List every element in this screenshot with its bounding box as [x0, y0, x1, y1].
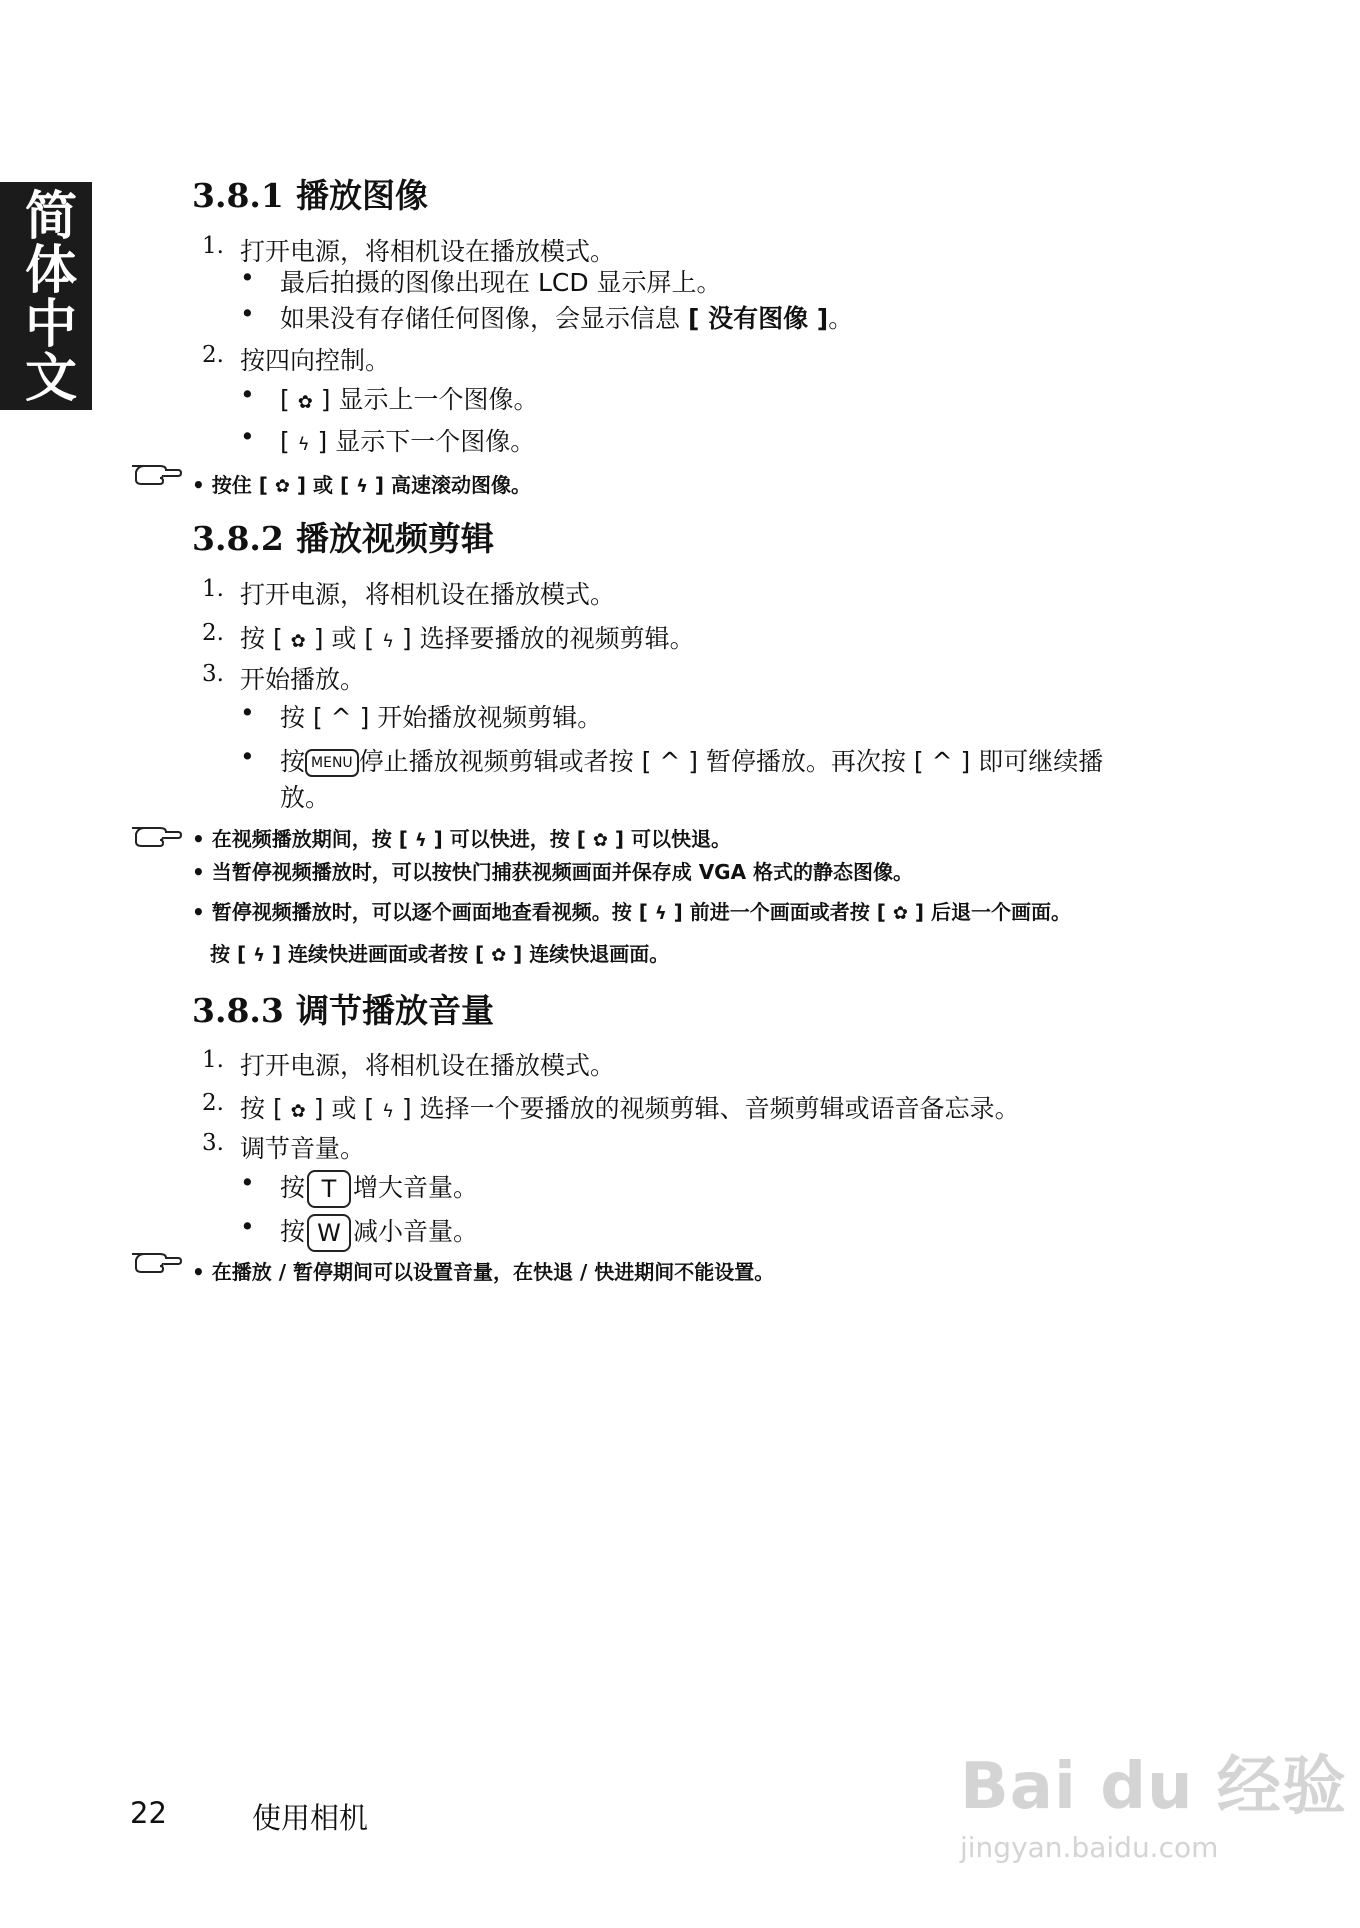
- bullet-text: 按: [280, 1217, 306, 1246]
- bullet-text: 停止播放视频剪辑或者按 [: [358, 747, 652, 776]
- step-text: ] 或 [: [313, 1094, 375, 1123]
- step-text: 按 [: [240, 1094, 283, 1123]
- section-title: 播放视频剪辑: [296, 519, 494, 558]
- language-side-tab: 简体中文: [0, 182, 92, 410]
- bullet-text: 如果没有存储任何图像，会显示信息: [280, 304, 688, 333]
- step-number: 2.: [202, 620, 224, 646]
- note-text: ] 或 [: [296, 473, 350, 497]
- flash-icon: ϟ: [253, 945, 265, 966]
- section-number: 3.8.1: [192, 176, 284, 215]
- step-number: 3.: [202, 661, 224, 687]
- note: [192, 469, 531, 498]
- macro-icon: ✿: [290, 1101, 306, 1122]
- note-text: ] 连续快退画面。: [513, 942, 670, 966]
- flash-icon: ϟ: [382, 631, 394, 652]
- zoom-wide-button-icon: W: [307, 1214, 351, 1252]
- step-text: 按四向控制。: [240, 346, 391, 375]
- macro-icon: ✿: [892, 903, 908, 924]
- flash-icon: ϟ: [297, 434, 310, 455]
- step-number: 1.: [202, 1047, 224, 1073]
- step-text: 开始播放。: [240, 665, 366, 694]
- bullet-text: 按: [280, 747, 306, 776]
- menu-button-icon: MENU: [305, 749, 359, 777]
- note-continuation: [210, 938, 669, 967]
- watermark-logo: Bai du 经验: [960, 1750, 1347, 1824]
- section-title: 播放图像: [296, 176, 428, 215]
- bullet-text: ] 显示上一个图像。: [320, 385, 539, 414]
- up-arrow-icon: ^: [330, 703, 352, 732]
- flash-icon: ϟ: [654, 903, 667, 924]
- bullet-text: ] 显示下一个图像。: [317, 427, 536, 456]
- note-text: • 按住 [: [192, 473, 268, 497]
- step-number: 2.: [202, 1090, 224, 1116]
- step-text: 打开电源，将相机设在播放模式。: [240, 580, 616, 609]
- flash-icon: ϟ: [382, 1101, 394, 1122]
- flash-icon: ϟ: [414, 830, 427, 851]
- note: [192, 823, 731, 852]
- note-text: ] 可以快退。: [614, 827, 732, 851]
- punctuation: 。: [828, 304, 854, 333]
- step-number: 3.: [202, 1130, 224, 1156]
- bullet-text: ] 暂停播放。再次按 [: [688, 747, 924, 776]
- pointing-hand-icon: [130, 822, 182, 850]
- flash-icon: ϟ: [356, 476, 368, 497]
- section-number: 3.8.3: [192, 991, 284, 1030]
- step-text: 打开电源，将相机设在播放模式。: [240, 1051, 616, 1080]
- note-text: ] 后退一个画面。: [914, 900, 1072, 924]
- step-number: 1.: [202, 576, 224, 602]
- note-text: ] 高速滚动图像。: [374, 473, 532, 497]
- note: • 当暂停视频播放时，可以按快门捕获视频画面并保存成 VGA 格式的静态图像。: [192, 860, 914, 884]
- up-arrow-icon: ^: [659, 747, 681, 776]
- section-heading-3-8-3: [192, 985, 494, 1032]
- pointing-hand-icon: [130, 1248, 182, 1276]
- section-title: 调节播放音量: [296, 991, 494, 1030]
- step-number: 2.: [202, 342, 224, 368]
- bullet-continuation: 放。: [280, 783, 331, 812]
- step-number: 1.: [202, 233, 224, 259]
- macro-icon: ✿: [297, 392, 313, 413]
- note-text: • 暂停视频播放时，可以逐个画面地查看视频。按 [: [192, 900, 648, 924]
- macro-icon: ✿: [491, 945, 507, 966]
- macro-icon: ✿: [290, 631, 306, 652]
- step-text: 打开电源，将相机设在播放模式。: [240, 237, 616, 266]
- section-heading-3-8-2: [192, 513, 494, 560]
- note-text: 按 [: [210, 942, 247, 966]
- step-text: ] 选择一个要播放的视频剪辑、音频剪辑或语音备忘录。: [401, 1094, 1020, 1123]
- note-text: • 在视频播放期间，按 [: [192, 827, 408, 851]
- note-text: ] 前进一个画面或者按 [: [673, 900, 886, 924]
- step-text: ] 选择要播放的视频剪辑。: [401, 624, 695, 653]
- watermark: [960, 1735, 1347, 1864]
- zoom-tele-button-icon: T: [307, 1170, 351, 1208]
- note: • 在播放 / 暂停期间可以设置音量，在快退 / 快进期间不能设置。: [192, 1260, 775, 1284]
- bullet-text: 按 [: [280, 703, 323, 732]
- section-heading-3-8-1: [192, 170, 428, 217]
- note-text: ] 可以快进，按 [: [433, 827, 586, 851]
- step-text: ] 或 [: [313, 624, 375, 653]
- note: [192, 896, 1071, 925]
- chapter-title: 使用相机: [252, 1801, 369, 1835]
- macro-icon: ✿: [592, 830, 608, 851]
- up-arrow-icon: ^: [931, 747, 953, 776]
- bullet-text: 最后拍摄的图像出现在 LCD 显示屏上。: [280, 268, 722, 297]
- watermark-url: jingyan.baidu.com: [960, 1831, 1219, 1864]
- step-text: 调节音量。: [240, 1134, 366, 1163]
- pointing-hand-icon: [130, 460, 182, 488]
- note-text: ] 连续快进画面或者按 [: [271, 942, 485, 966]
- message-label: [ 没有图像 ]: [687, 304, 829, 333]
- bullet-text: ] 即可继续播: [960, 747, 1104, 776]
- bullet-text: ] 开始播放视频剪辑。: [359, 703, 603, 732]
- page-number: 22: [130, 1796, 167, 1830]
- bullet-text: 按: [280, 1173, 306, 1202]
- section-number: 3.8.2: [192, 519, 284, 558]
- bullet-text: 增大音量。: [353, 1173, 479, 1202]
- step-text: 按 [: [240, 624, 283, 653]
- bullet-text: 减小音量。: [353, 1217, 479, 1246]
- macro-icon: ✿: [274, 476, 290, 497]
